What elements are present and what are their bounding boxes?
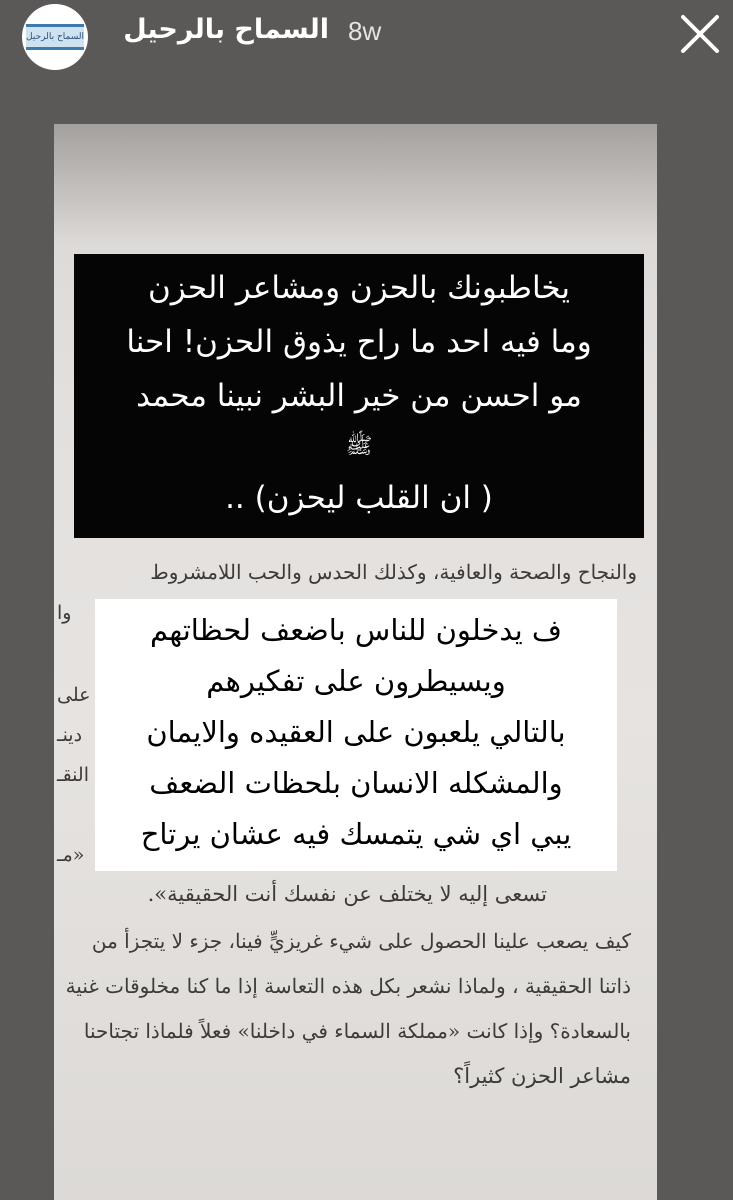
overlay-text-line: بالتالي يلعبون على العقيده والايمان <box>146 715 566 749</box>
book-text-fragment: النقـ <box>57 764 89 786</box>
book-text-fragment: دينـ <box>57 724 83 746</box>
overlay-text-line: ( ان القلب ليحزن) .. <box>225 480 493 516</box>
close-button[interactable] <box>678 12 722 56</box>
book-text-line: كيف يصعب علينا الحصول على شيء غريزيٍّ فينا، جزء لا يتجزأ من <box>91 929 631 953</box>
book-text-fragment: «مـ <box>57 844 85 866</box>
white-text-overlay <box>95 599 617 871</box>
story-timestamp: 8w <box>348 16 382 46</box>
book-text-line: بالسعادة؟ وإذا كانت «مملكة السماء في داخلنا» فعلاً فلماذا تجتاحنا <box>83 1019 631 1043</box>
overlay-text-line: يبي اي شي يتمسك فيه عشان يرتاح <box>140 817 572 851</box>
book-text-line: مشاعر الحزن كثيراً؟ <box>453 1064 631 1088</box>
overlay-text-line: يخاطبونك بالحزن ومشاعر الحزن <box>147 270 571 306</box>
overlay-text-line: ويسيطرون على تفكيرهم <box>206 664 506 698</box>
book-text-fragment: على <box>57 684 91 706</box>
profile-avatar[interactable] <box>22 4 88 70</box>
book-text-line: تسعى إليه لا يختلف عن نفسك أنت الحقيقية». <box>147 882 547 906</box>
book-text-fragment: وا <box>57 602 72 624</box>
overlay-text-line: مو احسن من خير البشر نبينا محمد <box>136 378 582 414</box>
page-shadow <box>54 124 657 244</box>
book-text-line: ذاتنا الحقيقية ، ولماذا نشعر بكل هذه التعاسة إذا ما كنا مخلوقات غنية <box>65 974 631 998</box>
story-header <box>0 0 733 80</box>
salawat-calligraphy: ﷺ <box>345 434 373 459</box>
overlay-text-line: ف يدخلون للناس باضعف لحظاتهم <box>150 613 562 647</box>
account-username[interactable]: السماح بالرحيل <box>123 14 329 45</box>
close-icon <box>678 12 722 56</box>
book-text-line: والنجاح والصحة والعافية، وكذلك الحدس والحب اللامشروط <box>150 560 637 584</box>
overlay-text-line: وما فيه احد ما راح يذوق الحزن! احنا <box>126 324 592 360</box>
overlay-text-line: والمشكله الانسان بلحظات الضعف <box>149 766 563 800</box>
black-text-overlay <box>74 254 644 538</box>
avatar-logo-text: السماح بالرحيل <box>26 24 84 50</box>
